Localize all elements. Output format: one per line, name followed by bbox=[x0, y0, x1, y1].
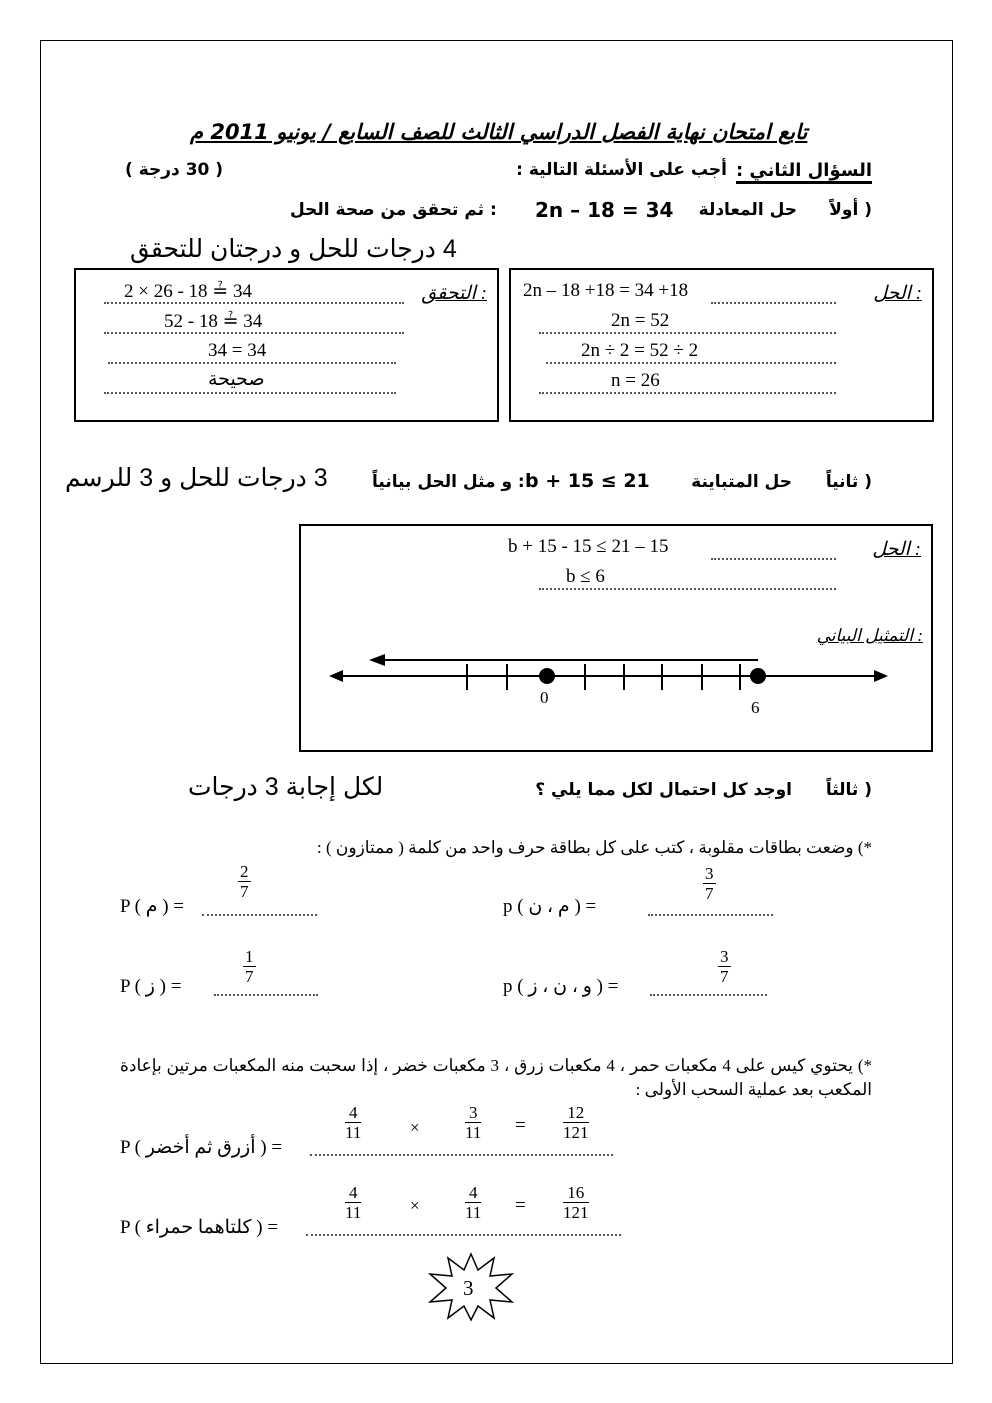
part2-text-b: و مثل الحل بيانياً : bbox=[372, 472, 525, 492]
tick-label: 0 bbox=[540, 688, 549, 707]
part2-inequality: b + 15 ≤ 21 bbox=[525, 470, 650, 492]
prob-fraction: $\frac{2}{7}$ bbox=[240, 862, 249, 901]
prob-expr: p ( و ، ن ، ز ) = bbox=[503, 976, 619, 997]
check-line: 34 = 34 bbox=[208, 340, 267, 361]
part2-text-a: حل المتباينة bbox=[691, 472, 792, 492]
prob-expr: p ( م ، ن ) = bbox=[503, 896, 597, 917]
question-label: السؤال الثاني : bbox=[736, 160, 872, 184]
part1-text-a: حل المعادلة bbox=[698, 200, 797, 220]
part3-intro2: *) يحتوي كيس على 4 مكعبات حمر ، 4 مكعبات زرق ، 3 مكعبات خضر ، إذا سحبت منه المكعبات مرتين بإعادة المكعب بعد عملية السحب الأولى : bbox=[120, 1056, 873, 1099]
prob-fraction: $\frac{4}{11}$ bbox=[345, 1103, 362, 1142]
check-line: صحيحة bbox=[208, 369, 265, 390]
question-instruction: أجب على الأسئلة التالية : bbox=[516, 160, 727, 180]
times-sign: × bbox=[410, 1196, 420, 1215]
prob-expr: P ( م ) = bbox=[120, 896, 185, 917]
solution-line: n = 26 bbox=[611, 370, 660, 391]
prob-fraction: $\frac{12}{121}$ bbox=[563, 1103, 589, 1142]
prob-fraction: $\frac{3}{11}$ bbox=[465, 1103, 482, 1142]
tick-label: 6 bbox=[751, 698, 760, 717]
graph-label: التمثيل البياني : bbox=[816, 626, 923, 645]
question-marks: ( 30 درجة ) bbox=[125, 160, 224, 180]
left-arrow-icon bbox=[329, 670, 343, 682]
equals-sign: = bbox=[515, 1195, 526, 1216]
solution-label: الحل : bbox=[873, 283, 922, 304]
part3-grading: لكل إجابة 3 درجات bbox=[188, 773, 384, 801]
prob-fraction: $\frac{16}{121}$ bbox=[563, 1183, 589, 1222]
part1-grading: 4 درجات للحل و درجتان للتحقق bbox=[130, 235, 457, 263]
part2-grading: 3 درجات للحل و 3 للرسم bbox=[65, 464, 328, 492]
part3-intro1: *) وضعت بطاقات مقلوبة ، كتب على كل بطاقة حرف واحد من كلمة ( ممتازون ) : bbox=[316, 838, 872, 857]
page-number: 3 bbox=[463, 1276, 474, 1300]
solution-line: 2n – 18 +18 = 34 +18 bbox=[523, 280, 689, 301]
times-sign: × bbox=[410, 1118, 420, 1137]
equals-sign: = bbox=[515, 1115, 526, 1136]
solution-box bbox=[509, 268, 934, 422]
point-zero bbox=[539, 668, 555, 684]
solution-line: 2n = 52 bbox=[611, 310, 670, 331]
prob-fraction: $\frac{4}{11}$ bbox=[465, 1183, 482, 1222]
check-line: 52 - 18 ≟ 34 bbox=[164, 311, 263, 332]
exam-title: تابع امتحان نهاية الفصل الدراسي الثالث للصف السابع / يونيو 2011 م bbox=[190, 120, 808, 144]
part1-equation: 2n – 18 = 34 bbox=[535, 198, 674, 222]
check-box bbox=[74, 268, 499, 422]
number-line bbox=[301, 646, 931, 726]
solution-line: 2n ÷ 2 = 52 ÷ 2 bbox=[581, 340, 699, 361]
prob-expr: P ( كلتاهما حمراء ) = bbox=[120, 1217, 279, 1238]
prob-expr: P ( ز ) = bbox=[120, 976, 182, 997]
inequality-box bbox=[299, 524, 933, 752]
point-six bbox=[750, 668, 766, 684]
part3-text: اوجد كل احتمال لكل مما يلي ؟ bbox=[535, 780, 792, 800]
solution-label: الحل : bbox=[872, 539, 921, 560]
prob-fraction: $\frac{4}{11}$ bbox=[345, 1183, 362, 1222]
solution-line: b ≤ 6 bbox=[566, 566, 605, 587]
prob-expr: P ( أزرق ثم أخضر ) = bbox=[120, 1137, 283, 1158]
part1-prefix: أولاً ) bbox=[829, 200, 872, 220]
prob-fraction: $\frac{3}{7}$ bbox=[705, 864, 714, 903]
prob-fraction: $\frac{1}{7}$ bbox=[245, 947, 254, 986]
right-arrow-icon bbox=[874, 670, 888, 682]
solution-line: b + 15 - 15 ≤ 21 – 15 bbox=[508, 536, 669, 557]
part3-prefix: ثالثاً ) bbox=[825, 780, 872, 800]
check-label: التحقق : bbox=[421, 283, 487, 304]
prob-fraction: $\frac{3}{7}$ bbox=[720, 947, 729, 986]
check-line: 2 × 26 - 18 ≟ 34 bbox=[124, 281, 252, 302]
part1-text-b: ثم تحقق من صحة الحل : bbox=[290, 200, 497, 220]
part2-prefix: ثانياً ) bbox=[825, 472, 872, 492]
